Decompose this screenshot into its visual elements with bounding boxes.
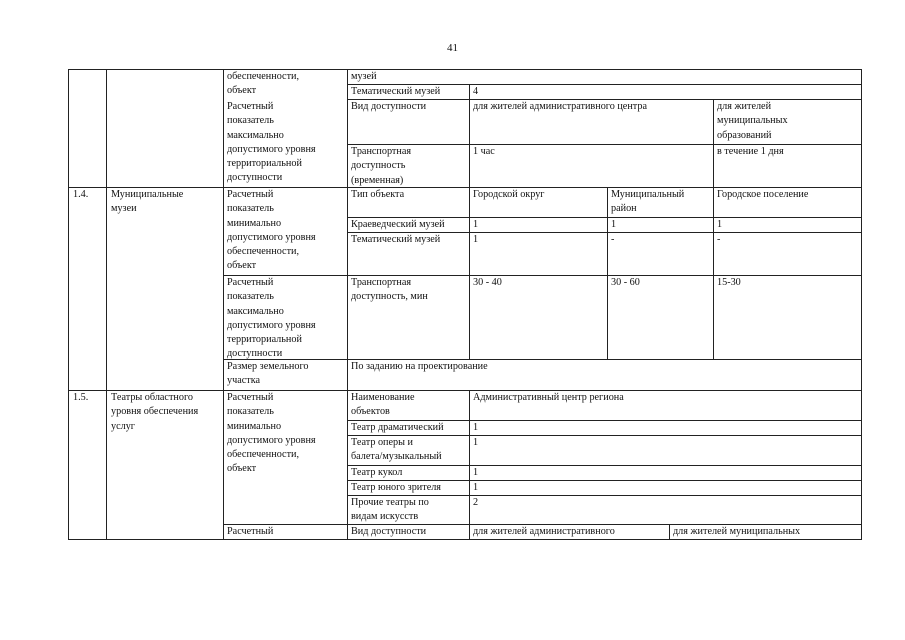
- table-cell: Расчетный показатель максимально допустимого уровня территориальной доступности: [227, 277, 316, 360]
- col-divider: [469, 188, 470, 359]
- row-number: 1.4.: [73, 189, 89, 200]
- table-cell: Транспортная доступность, мин: [351, 277, 428, 303]
- table-cell: для жителей муниципальных: [673, 526, 801, 537]
- table-cell: 1: [473, 437, 479, 448]
- table-cell: 4: [473, 86, 479, 97]
- table-cell: 15-30: [717, 277, 741, 288]
- table-cell: 1 час: [473, 146, 495, 157]
- table-cell: Театр юного зрителя: [351, 482, 441, 493]
- col-divider: [713, 188, 714, 359]
- table-cell: -: [717, 234, 721, 245]
- table-cell: 2: [473, 497, 479, 508]
- table-cell: Прочие театры по видам искусств: [351, 497, 429, 523]
- table-cell: Расчетный показатель минимально допустимого уровня обеспеченности, объект: [227, 189, 316, 272]
- table-cell: обеспеченности, объект: [227, 71, 300, 97]
- table-cell: Вид доступности: [351, 101, 427, 112]
- table-cell: Административный центр региона: [473, 392, 624, 403]
- table-cell: 1: [473, 482, 479, 493]
- table-cell: 1: [473, 234, 479, 245]
- table-cell: Театр кукол: [351, 467, 403, 478]
- table-cell: Краеведческий музей: [351, 219, 445, 230]
- table-cell: Тематический музей: [351, 234, 441, 245]
- table-cell: 1: [473, 219, 479, 230]
- col-divider: [607, 188, 608, 359]
- col-divider: [669, 525, 670, 540]
- table-cell: Театр драматический: [351, 422, 444, 433]
- table-cell: Расчетный показатель минимально допустимого уровня обеспеченности, объект: [227, 392, 316, 475]
- row-number: 1.5.: [73, 392, 89, 403]
- table-cell: Вид доступности: [351, 526, 427, 537]
- col-divider: [347, 69, 348, 540]
- table-cell: Муниципальный район: [611, 189, 685, 215]
- table-cell: 1: [473, 467, 479, 478]
- table-cell: Размер земельного участка: [227, 361, 309, 387]
- col-divider: [223, 69, 224, 540]
- table-cell: По заданию на проектирование: [351, 361, 488, 372]
- row-name: Муниципальные музеи: [111, 189, 184, 215]
- table-cell: 30 - 40: [473, 277, 502, 288]
- table-cell: Театр оперы и балета/музыкальный: [351, 437, 442, 463]
- table-cell: для жителей административного центра: [473, 101, 647, 112]
- table-cell: 30 - 60: [611, 277, 640, 288]
- page-number: 41: [447, 42, 458, 54]
- table-cell: для жителей административного: [473, 526, 615, 537]
- table-cell: Транспортная доступность (временная): [351, 146, 412, 186]
- table-border-left: [68, 69, 69, 540]
- table-cell: Тип объекта: [351, 189, 405, 200]
- table-cell: 1: [473, 422, 479, 433]
- table-cell: Расчетный: [227, 526, 274, 537]
- table-cell: -: [611, 234, 615, 245]
- table-cell: Городской округ: [473, 189, 545, 200]
- table-cell: музей: [351, 71, 377, 82]
- standards-table: [68, 69, 862, 540]
- table-border-right: [861, 69, 862, 540]
- table-cell: 1: [611, 219, 617, 230]
- row-name: Театры областного уровня обеспечения услуг: [111, 392, 199, 432]
- col-divider: [469, 85, 470, 188]
- table-cell: в течение 1 дня: [717, 146, 784, 157]
- table-cell: для жителей муниципальных образований: [717, 101, 788, 141]
- table-cell: Наименование объектов: [351, 392, 415, 418]
- table-cell: Тематический музей: [351, 86, 441, 97]
- table-cell: 1: [717, 219, 723, 230]
- table-cell: Городское поселение: [717, 189, 809, 200]
- col-divider: [106, 69, 107, 540]
- table-cell: Расчетный показатель максимально допустимого уровня территориальной доступности: [227, 101, 316, 184]
